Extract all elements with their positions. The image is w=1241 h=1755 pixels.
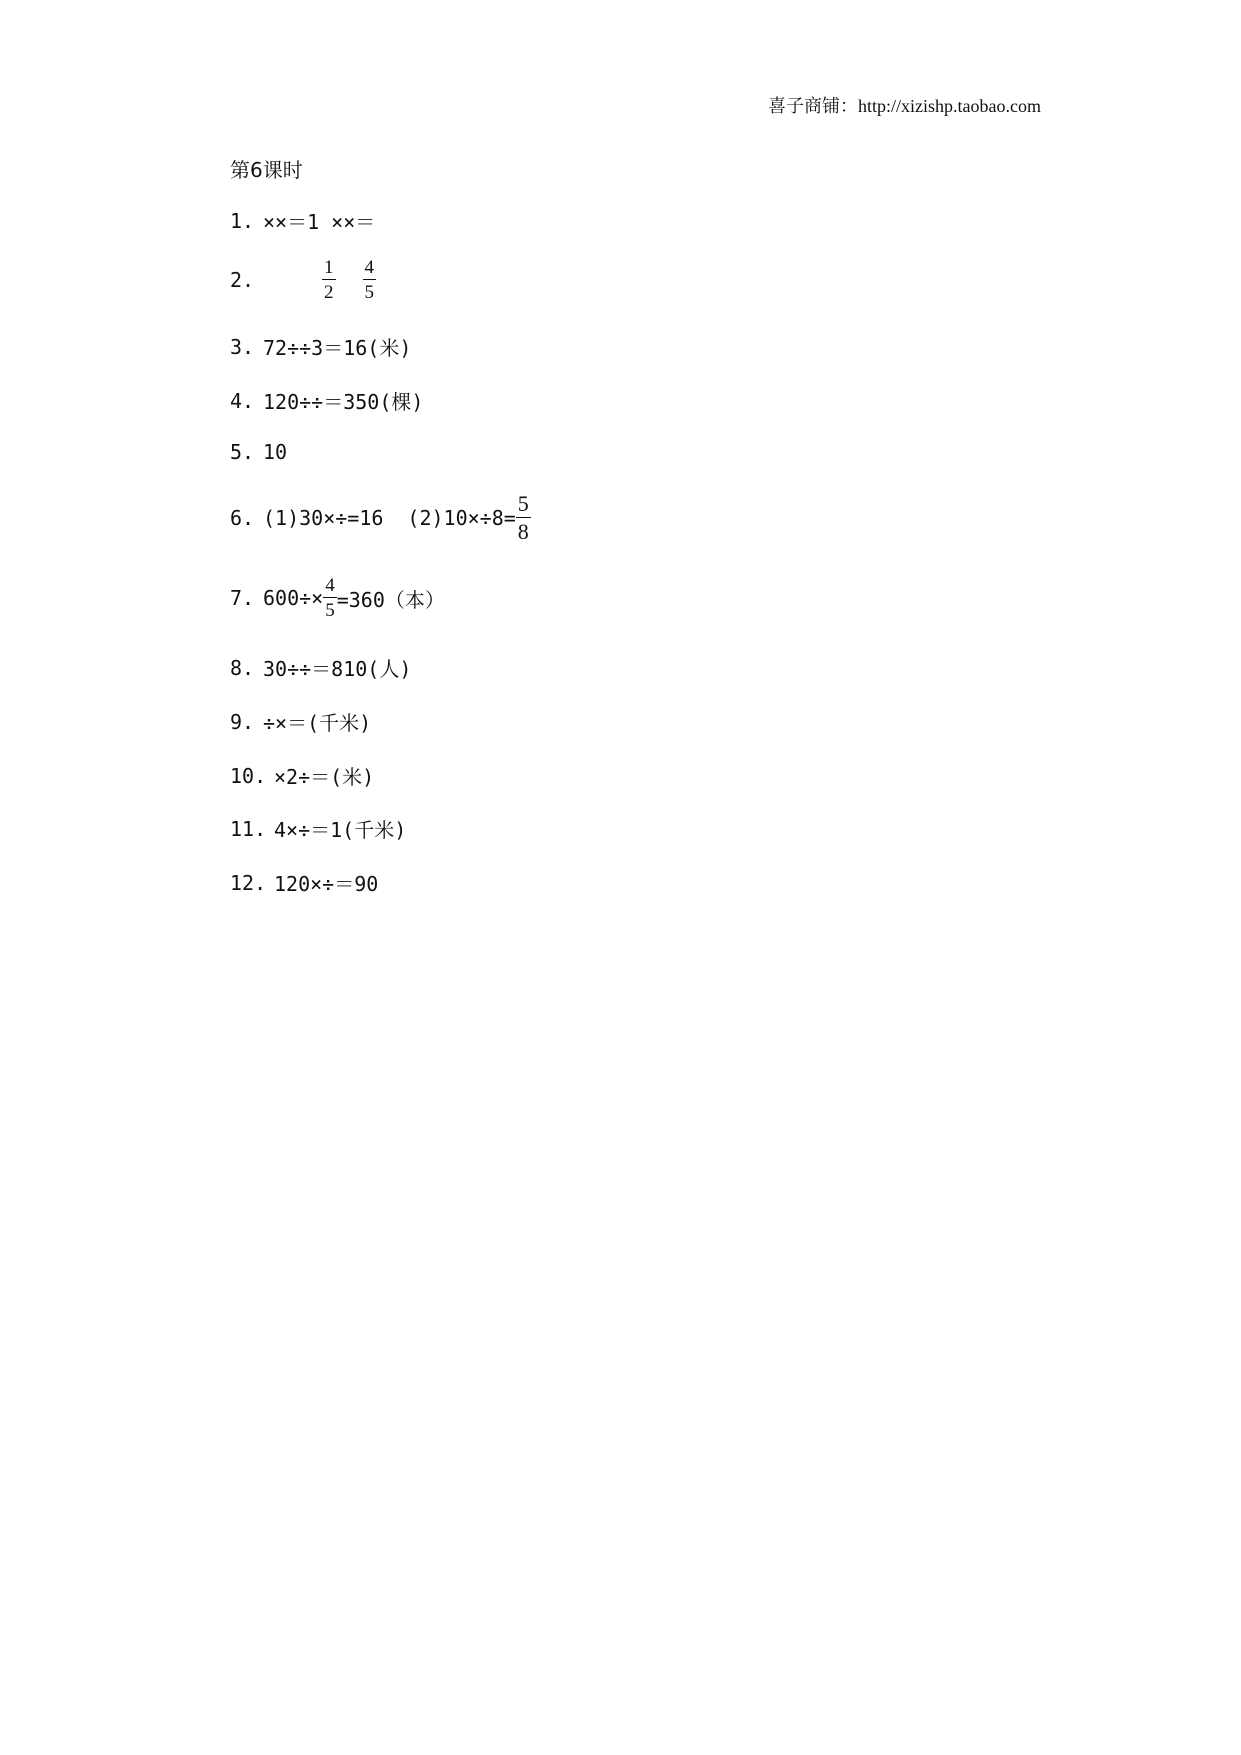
answer-text: ÷×＝(千米) — [263, 711, 372, 735]
fraction-numerator: 5 — [517, 491, 529, 516]
answer-text: 4×÷＝1(千米) — [274, 818, 407, 842]
answer-text: ×2÷＝(米) — [274, 765, 375, 789]
shop-header: 喜子商铺：http://xizishp.taobao.com — [768, 96, 1041, 116]
fraction-one-half — [322, 258, 336, 302]
answer-text: 72÷÷3＝16(米) — [263, 336, 412, 360]
fraction-numerator: 1 — [324, 257, 334, 278]
answer-6 — [230, 493, 531, 543]
answer-number: 6. — [230, 506, 255, 530]
answer-after-fraction: =360（本） — [336, 587, 445, 612]
answer-number: 9. — [230, 709, 255, 734]
answer-number: 11. — [230, 816, 267, 841]
fraction-denominator: 5 — [364, 282, 374, 303]
answer-number: 1. — [230, 208, 255, 233]
answer-number: 7. — [230, 586, 255, 610]
fraction-five-eighths — [516, 493, 531, 543]
answer-text: 10 — [263, 440, 288, 464]
answer-text: 120×÷＝90 — [274, 872, 379, 896]
answer-text: ××＝1 ××＝ — [263, 210, 376, 234]
answer-11 — [230, 814, 406, 843]
answer-number: 4. — [230, 388, 255, 413]
fraction-denominator: 5 — [325, 600, 335, 621]
answer-9 — [230, 707, 371, 736]
answer-number: 3. — [230, 334, 255, 359]
answer-4 — [230, 386, 423, 415]
answer-12 — [230, 868, 378, 897]
answer-5 — [230, 440, 287, 464]
fraction-numerator: 4 — [325, 575, 335, 596]
fraction-numerator: 4 — [364, 257, 374, 278]
answer-number: 5. — [230, 440, 255, 464]
fraction-four-fifths — [323, 576, 337, 620]
answer-text: 30÷÷＝810(人) — [263, 657, 412, 681]
answer-1 — [230, 206, 375, 235]
answer-number: 10. — [230, 763, 267, 788]
lesson-title: 第6课时 — [230, 158, 303, 182]
answer-before-fraction: 600÷× — [263, 586, 324, 610]
fraction-four-fifths — [363, 258, 377, 302]
answer-number: 12. — [230, 870, 267, 895]
answer-7 — [230, 576, 445, 620]
answer-2 — [230, 258, 376, 302]
fraction-denominator: 2 — [324, 282, 334, 303]
answer-text: 120÷÷＝350(棵) — [263, 390, 424, 414]
fraction-denominator: 8 — [517, 519, 529, 544]
answer-10 — [230, 761, 374, 790]
answer-3 — [230, 332, 411, 361]
answer-8 — [230, 653, 411, 682]
answer-part-2: (2)10×÷8= — [407, 506, 516, 530]
answer-part-1: (1)30×÷=16 — [263, 506, 384, 530]
answer-number: 2. — [230, 268, 255, 292]
answer-number: 8. — [230, 655, 255, 680]
